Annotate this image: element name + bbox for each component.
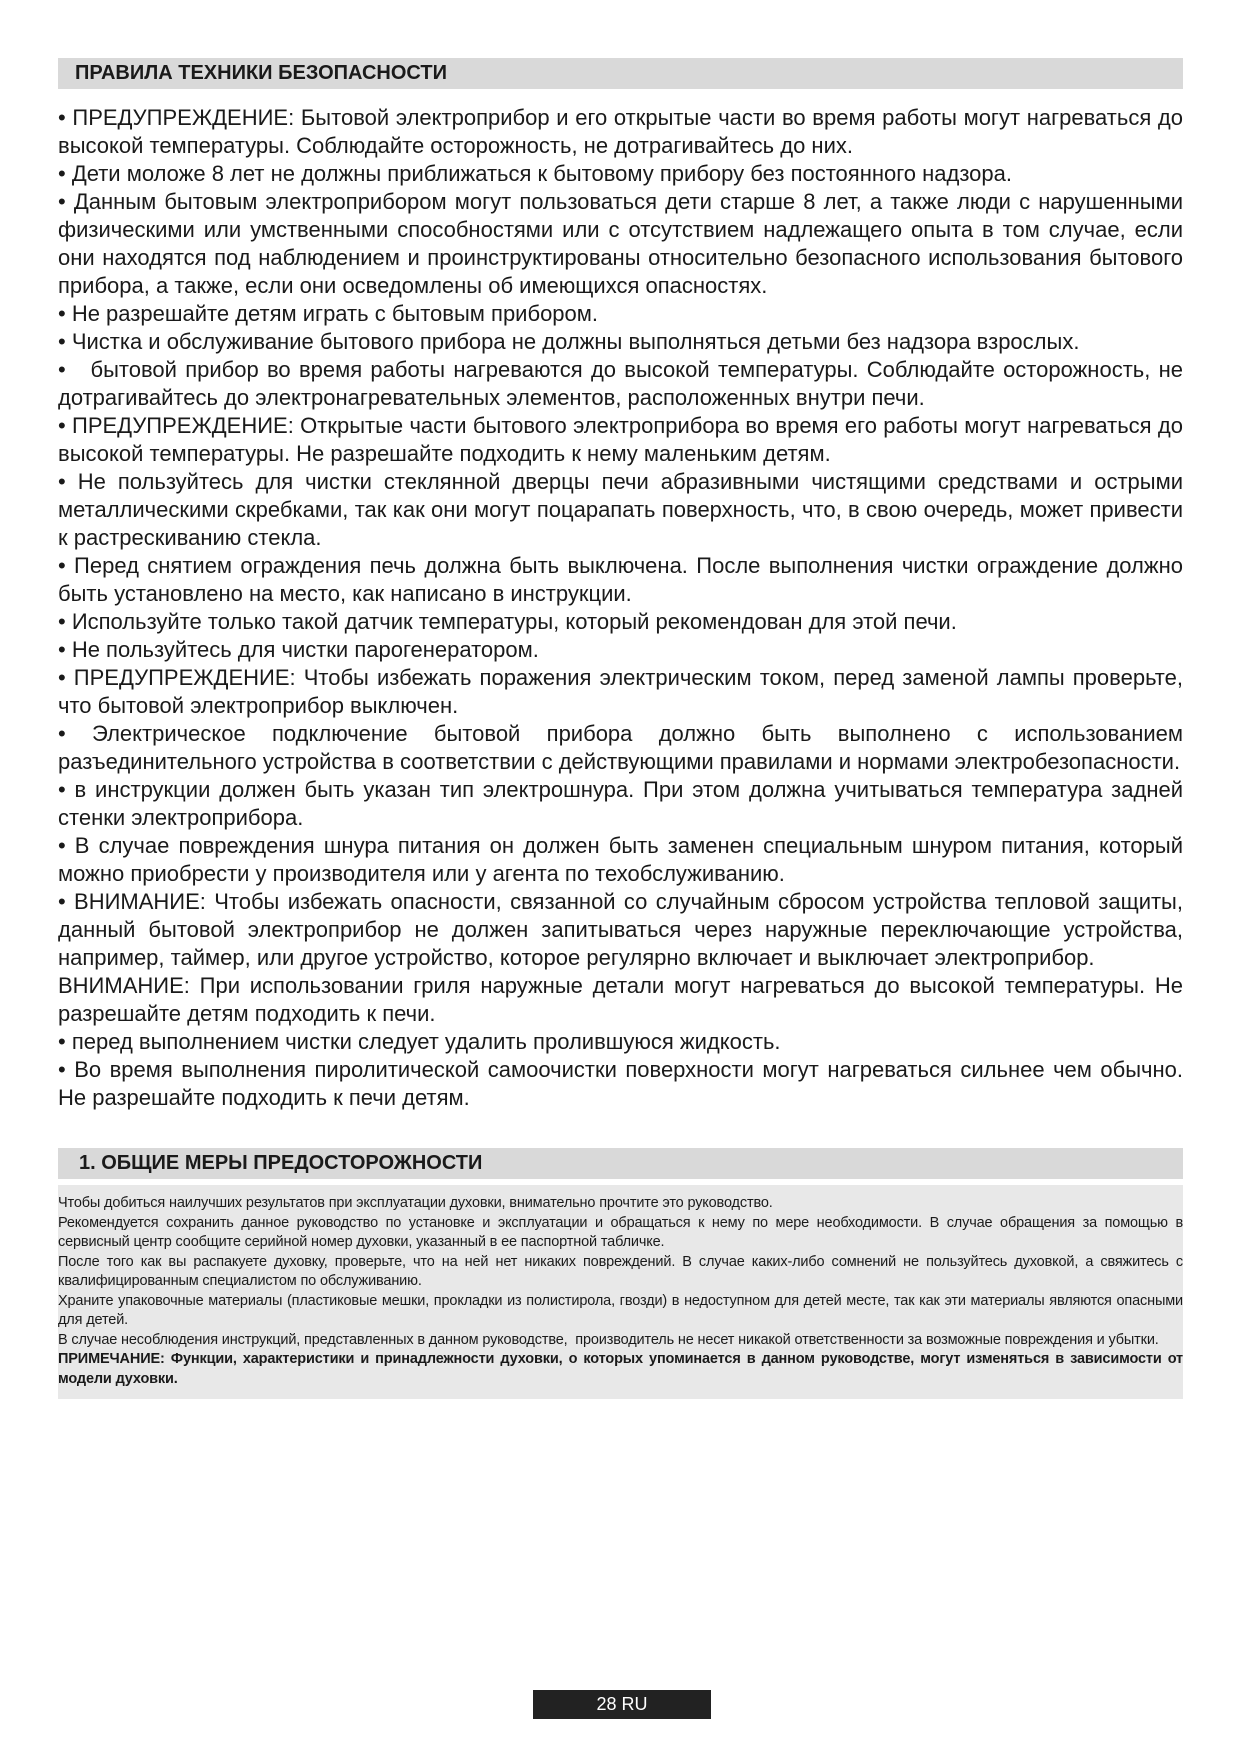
safety-rule: • Перед снятием ограждения печь должна быть выключена. После выполнения чистки ограждение должно быть установлено на место, как написано в инструкции. [58,553,1183,606]
safety-section-title: ПРАВИЛА ТЕХНИКИ БЕЗОПАСНОСТИ [75,62,447,84]
general-section-title: 1. ОБЩИЕ МЕРЫ ПРЕДОСТОРОЖНОСТИ [79,1152,483,1174]
page-number: 28 RU [533,1690,711,1719]
safety-rule: • Дети моложе 8 лет не должны приближаться к бытовому прибору без постоянного надзора. [58,161,1012,186]
safety-rule: • Во время выполнения пиролитической самоочистки поверхности могут нагреваться сильнее чем обычно. Не разрешайте подходить к печи детям. [58,1057,1183,1110]
safety-rule: • ПРЕДУПРЕЖДЕНИЕ: Открытые части бытового электроприбора во время его работы могут нагреваться до высокой температуры. Не разрешайте подходить к нему маленьким детям. [58,413,1183,466]
safety-rule: • Чистка и обслуживание бытового прибора не должны выполняться детьми без надзора взрослых. [58,329,1080,354]
general-paragraph: Храните упаковочные материалы (пластиковые мешки, прокладки из полистирола, гвозди) в недоступном для детей месте, так как эти материалы являются опасными для детей. [58,1292,1183,1328]
safety-rule: • Используйте только такой датчик температуры, который рекомендован для этой печи. [58,609,957,634]
safety-rule: • Не разрешайте детям играть с бытовым прибором. [58,301,599,326]
general-note: ПРИМЕЧАНИЕ: Функции, характеристики и принадлежности духовки, о которых упоминается в данном руководстве, могут изменяться в зависимости от модели духовки. [58,1351,1183,1387]
general-precautions-box [58,1185,1183,1399]
manual-page [58,58,1190,1399]
safety-rule: • В случае повреждения шнура питания он должен быть заменен специальным шнуром питания, который можно приобрести у производителя или у агента по техобслуживанию. [58,833,1183,886]
general-paragraph: Рекомендуется сохранить данное руководство по установке и эксплуатации и обращаться к нему по мере необходимости. В случае обращения за помощью в сервисный центр сообщите серийной номер духовки, указанный в ее паспортной табличке. [58,1214,1183,1250]
safety-rule: • в инструкции должен быть указан тип электрошнура. При этом должна учитываться температура задней стенки электроприбора. [58,777,1183,830]
safety-rule: • ВНИМАНИЕ: Чтобы избежать опасности, связанной со случайным сбросом устройства тепловой защиты, данный бытовой электроприбор не должен запитываться через наружные переключающие устройства, например, таймер, или другое устройство, которое регулярно включает и выключает электроприбор. [58,889,1183,970]
safety-rule: • Не пользуйтесь для чистки стеклянной дверцы печи абразивными чистящими средствами и острыми металлическими скребками, так как они могут поцарапать поверхность, что, в свою очередь, может привести к растрескиванию стекла. [58,469,1183,550]
safety-rule: • Не пользуйтесь для чистки парогенератором. [58,637,539,662]
general-paragraph: В случае несоблюдения инструкций, представленных в данном руководстве, производитель не несет никакой ответственности за возможные повреждения и убытки. [58,1331,1159,1348]
safety-rule: • ПРЕДУПРЕЖДЕНИЕ: Чтобы избежать поражения электрическим током, перед заменой лампы проверьте, что бытовой электроприбор выключен. [58,665,1183,718]
safety-rule: • Данным бытовым электроприбором могут пользоваться дети старше 8 лет, а также люди с нарушенными физическими или умственными способностями или с отсутствием надлежащего опыта в том случае, если они находятся под наблюдением и проинструктированы относительно безопасного использования бытового прибора, а также, если они осведомлены об имеющихся опасностях. [58,189,1183,298]
safety-rule: • перед выполнением чистки следует удалить пролившуюся жидкость. [58,1029,781,1054]
general-section-header [58,1148,1183,1179]
safety-rules-list [58,104,1190,1112]
safety-rule: ВНИМАНИЕ: При использовании гриля наружные детали могут нагреваться до высокой температуры. Не разрешайте детям подходить к печи. [58,973,1183,1026]
safety-section-header [58,58,1183,89]
safety-rule: • Электрическое подключение бытовой прибора должно быть выполнено с использованием разъединительного устройства в соответствии с действующими правилами и нормами электробезопасности. [58,721,1183,774]
general-paragraph: После того как вы распакуете духовку, проверьте, что на ней нет никаких повреждений. В случае каких-либо сомнений не пользуйтесь духовкой, а свяжитесь с квалифицированным специалистом по обслуживанию. [58,1253,1183,1289]
safety-rule: • ПРЕДУПРЕЖДЕНИЕ: Бытовой электроприбор и его открытые части во время работы могут нагреваться до высокой температуры. Соблюдайте осторожность, не дотрагивайтесь до них. [58,105,1183,158]
general-paragraph: Чтобы добиться наилучших результатов при эксплуатации духовки, внимательно прочтите это руководство. [58,1195,773,1211]
safety-rule: • бытовой прибор во время работы нагреваются до высокой температуры. Соблюдайте осторожность, не дотрагивайтесь до электронагревательных элементов, расположенных внутри печи. [58,357,1190,410]
